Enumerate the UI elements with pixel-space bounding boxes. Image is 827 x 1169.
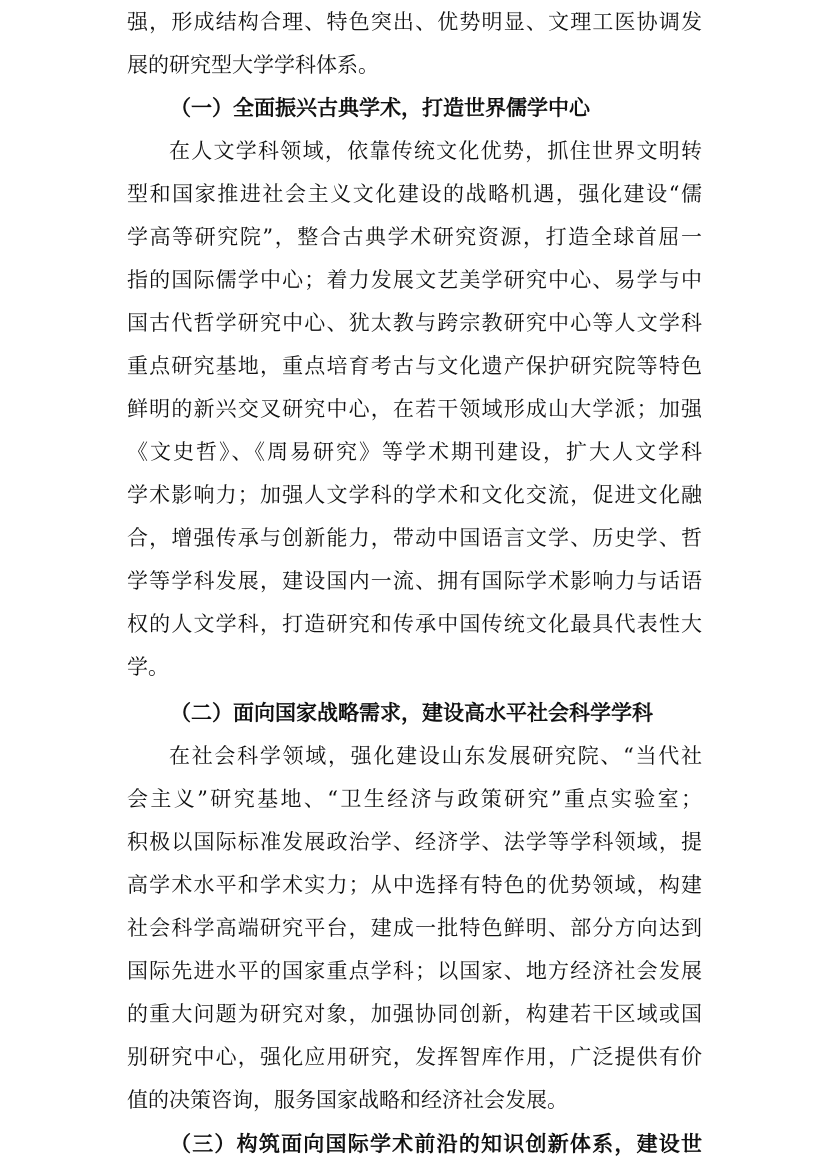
intro-line-1: 强，形成结构合理、特色突出、优势明显、文理工医协调发 <box>127 10 702 34</box>
section-2-line: 的重大问题为研究对象，加强协同创新，构建若干区域或国 <box>127 1002 702 1026</box>
section-1-line: 学。 <box>127 655 169 679</box>
intro-line-2: 展的研究型大学学科体系。 <box>127 53 379 77</box>
section-3-heading: （三）构筑面向国际学术前沿的知识创新体系，建设世 <box>170 1131 702 1156</box>
section-1-line: 型和国家推进社会主义文化建设的战略机遇，强化建设“儒 <box>127 182 702 206</box>
section-1-line: 学术影响力；加强人文学科的学术和文化交流，促进文化融 <box>127 483 702 507</box>
section-1-line: 鲜明的新兴交叉研究中心，在若干领域形成山大学派；加强 <box>127 397 702 421</box>
section-2-line: 值的决策咨询，服务国家战略和经济社会发展。 <box>127 1088 568 1112</box>
section-1-line: 学等学科发展，建设国内一流、拥有国际学术影响力与话语 <box>127 569 702 593</box>
section-2-line: 会主义”研究基地、“卫生经济与政策研究”重点实验室； <box>127 787 702 811</box>
section-1-line: 国古代哲学研究中心、犹太教与跨宗教研究中心等人文学科 <box>127 311 702 335</box>
section-1-line: 权的人文学科，打造研究和传承中国传统文化最具代表性大 <box>127 612 702 636</box>
section-2-line: 国际先进水平的国家重点学科；以国家、地方经济社会发展 <box>127 959 702 983</box>
section-1-heading: （一）全面振兴古典学术，打造世界儒学中心 <box>170 95 590 120</box>
section-2-line: 别研究中心，强化应用研究，发挥智库作用，广泛提供有价 <box>127 1045 702 1069</box>
section-2-line: 在社会科学领域，强化建设山东发展研究院、“当代社 <box>169 744 702 768</box>
section-1-line: 在人文学科领域，依靠传统文化优势，抓住世界文明转 <box>169 139 702 163</box>
section-2-line: 社会科学高端研究平台，建成一批特色鲜明、部分方向达到 <box>127 916 702 940</box>
section-2-line: 高学术水平和学术实力；从中选择有特色的优势领域，构建 <box>127 873 702 897</box>
section-1-line: 学高等研究院”，整合古典学术研究资源，打造全球首屈一 <box>127 225 702 249</box>
section-2-heading: （二）面向国家战略需求，建设高水平社会科学学科 <box>170 700 653 725</box>
section-2-line: 积极以国际标准发展政治学、经济学、法学等学科领域，提 <box>127 830 702 854</box>
section-1-line: 指的国际儒学中心；着力发展文艺美学研究中心、易学与中 <box>127 268 702 292</box>
section-1-line: 《文史哲》、《周易研究》等学术期刊建设，扩大人文学科 <box>127 440 702 464</box>
section-1-line: 重点研究基地，重点培育考古与文化遗产保护研究院等特色 <box>127 354 702 378</box>
section-1-line: 合，增强传承与创新能力，带动中国语言文学、历史学、哲 <box>127 526 702 550</box>
